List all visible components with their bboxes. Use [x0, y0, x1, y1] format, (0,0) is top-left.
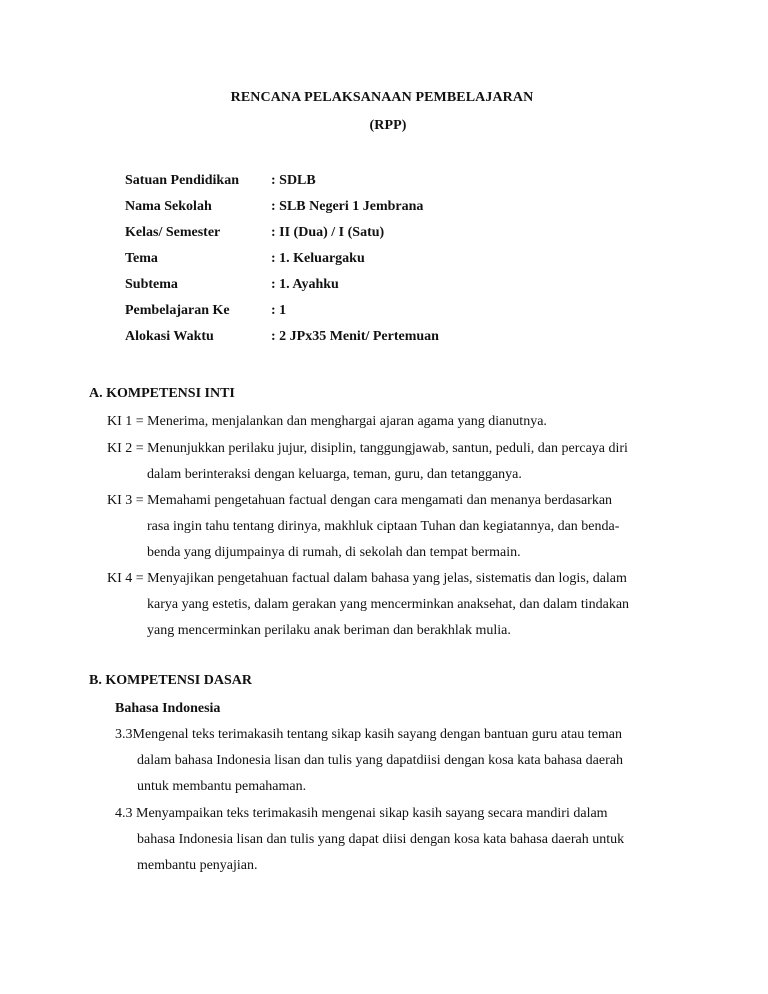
ki-line: KI 4 = Menyajikan pengetahuan factual dalam bahasa yang jelas, sistematis dan logis, dalam	[107, 571, 627, 586]
info-label: Alokasi Waktu	[125, 329, 214, 344]
info-row	[125, 220, 439, 246]
ki-line: rasa ingin tahu tentang dirinya, makhluk ciptaan Tuhan dan kegiatannya, dan benda-	[147, 519, 620, 534]
info-label: Satuan Pendidikan	[125, 173, 239, 188]
info-row	[125, 168, 439, 194]
info-label: Nama Sekolah	[125, 199, 212, 214]
ki-line: yang mencerminkan perilaku anak beriman dan berakhlak mulia.	[147, 623, 511, 638]
info-label: Tema	[125, 251, 158, 266]
info-row	[125, 194, 439, 220]
info-label: Subtema	[125, 277, 178, 292]
info-value: : 1. Keluargaku	[271, 251, 365, 266]
info-label: Kelas/ Semester	[125, 225, 221, 240]
info-row	[125, 298, 439, 324]
ki-line: KI 2 = Menunjukkan perilaku jujur, disiplin, tanggungjawab, santun, peduli, dan percaya diri	[107, 441, 628, 456]
kd-line: membantu penyajian.	[137, 858, 258, 873]
info-value: : SLB Negeri 1 Jembrana	[271, 199, 424, 214]
document-title: RENCANA PELAKSANAAN PEMBELAJARAN	[230, 90, 534, 105]
section-b-heading: B. KOMPETENSI DASAR	[89, 673, 252, 688]
ki-line: KI 1 = Menerima, menjalankan dan menghargai ajaran agama yang dianutnya.	[107, 414, 547, 429]
kd-line: untuk membantu pemahaman.	[137, 779, 307, 794]
info-row	[125, 272, 439, 298]
kd-line: bahasa Indonesia lisan dan tulis yang dapat diisi dengan kosa kata bahasa daerah untuk	[137, 832, 625, 847]
document-subtitle: (RPP)	[369, 118, 407, 133]
ki-line: dalam berinteraksi dengan keluarga, teman, guru, dan tetangganya.	[147, 467, 522, 482]
kd-line: dalam bahasa Indonesia lisan dan tulis yang dapatdiisi dengan kosa kata bahasa daerah	[137, 753, 623, 768]
info-value: : SDLB	[271, 173, 316, 188]
info-value: : 2 JPx35 Menit/ Pertemuan	[271, 329, 439, 344]
kd-line: 4.3 Menyampaikan teks terimakasih mengenai sikap kasih sayang secara mandiri dalam	[115, 806, 608, 821]
info-value: : 1. Ayahku	[271, 277, 339, 292]
ki-line: karya yang estetis, dalam gerakan yang mencerminkan anaksehat, dan dalam tindakan	[147, 597, 630, 612]
info-row	[125, 246, 439, 272]
kd-line: 3.3Mengenal teks terimakasih tentang sikap kasih sayang dengan bantuan guru atau teman	[115, 727, 622, 742]
info-value: : II (Dua) / I (Satu)	[271, 225, 385, 240]
subject-heading: Bahasa Indonesia	[115, 701, 221, 716]
info-row	[125, 324, 439, 350]
identity-table	[125, 168, 439, 350]
info-label: Pembelajaran Ke	[125, 303, 230, 318]
section-a-heading: A. KOMPETENSI INTI	[89, 386, 235, 401]
ki-line: benda yang dijumpainya di rumah, di sekolah dan tempat bermain.	[147, 545, 521, 560]
ki-line: KI 3 = Memahami pengetahuan factual dengan cara mengamati dan menanya berdasarkan	[107, 493, 613, 508]
info-value: : 1	[271, 303, 287, 318]
